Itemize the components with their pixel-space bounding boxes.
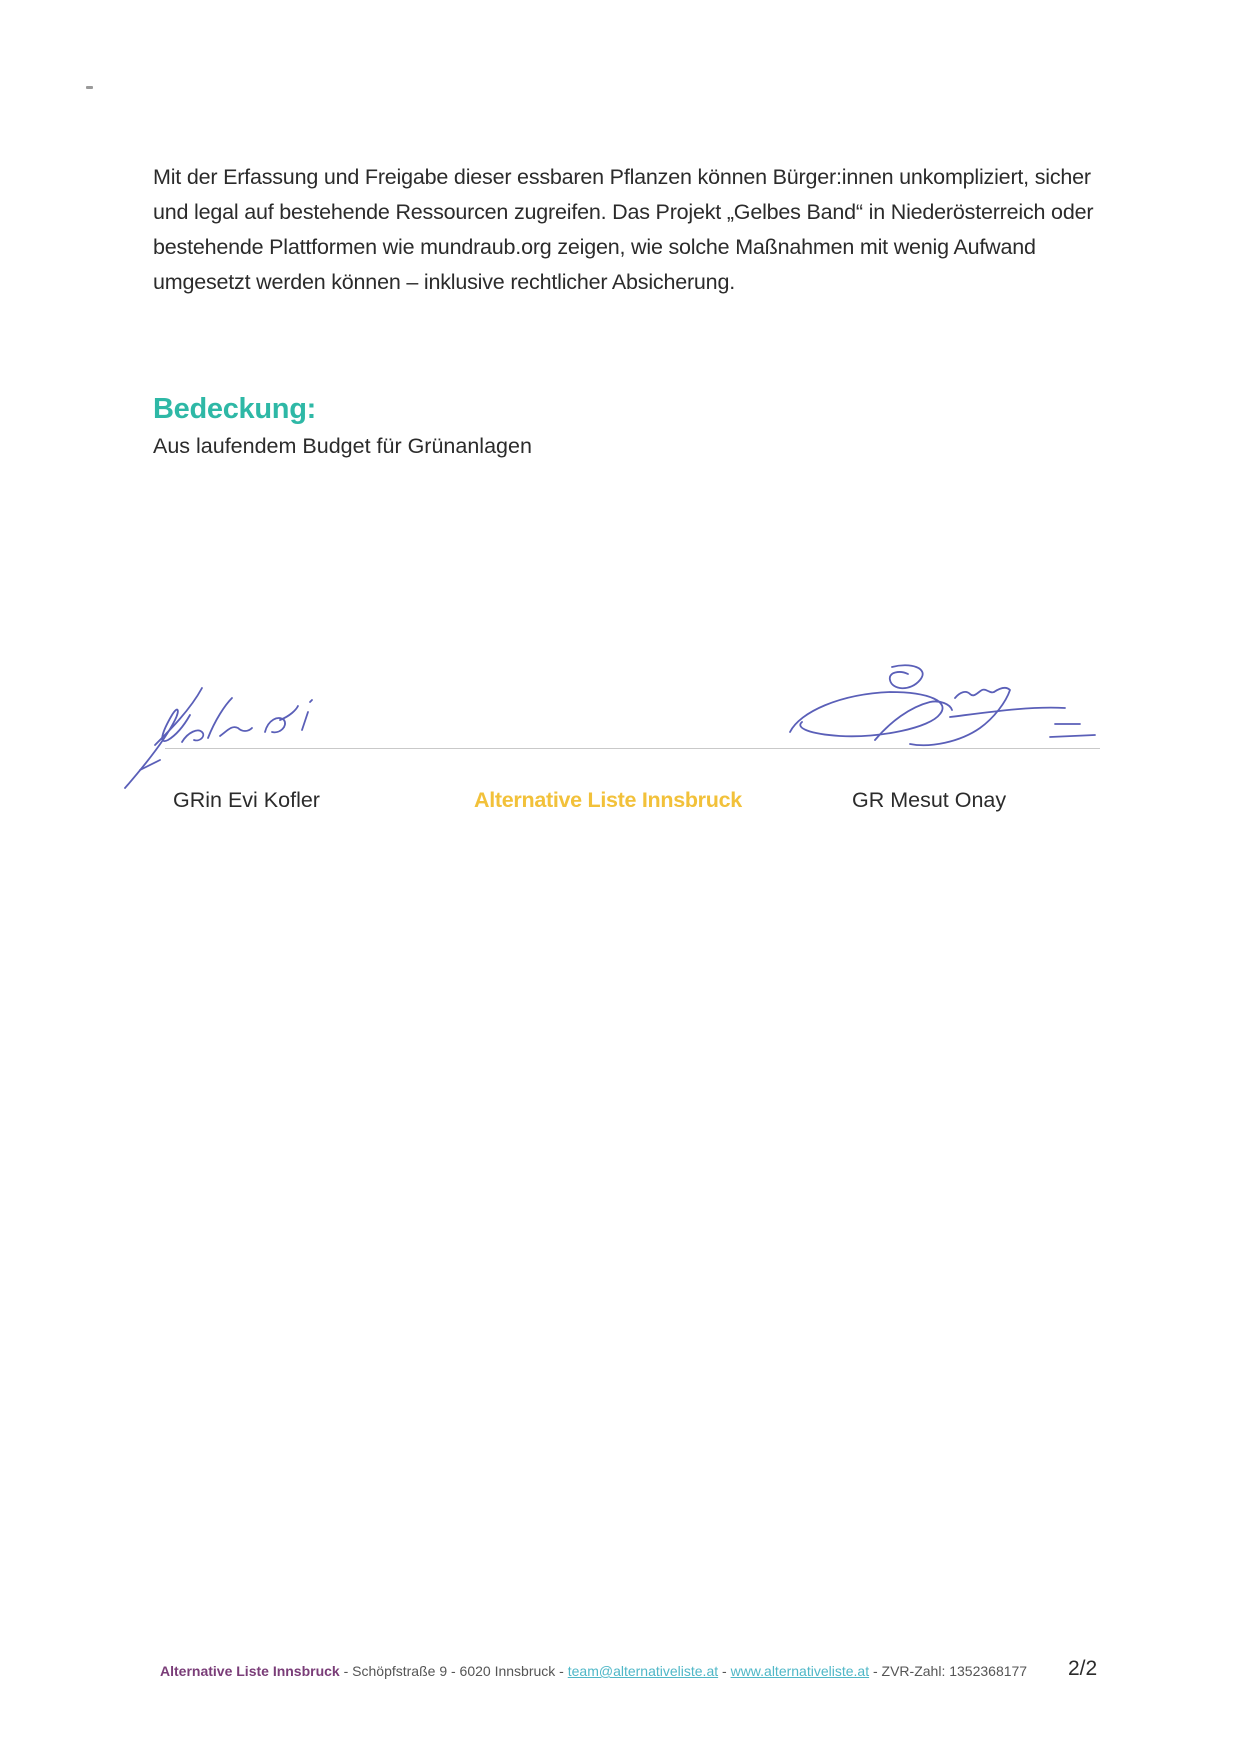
footer-address: Schöpfstraße 9 - 6020 Innsbruck <box>352 1663 556 1679</box>
footer-email-link[interactable]: team@alternativeliste.at <box>567 1663 719 1679</box>
signer-left-name: GRin Evi Kofler <box>173 788 320 812</box>
scan-artifact <box>86 86 93 89</box>
coverage-heading: Bedeckung: <box>153 393 316 425</box>
footer-separator: - <box>339 1663 353 1679</box>
signature-onay <box>780 662 1110 777</box>
body-paragraph: Mit der Erfassung und Freigabe dieser essbaren Pflanzen können Bürger:innen unkompliziert, sicher und legal auf bestehende Ressourcen zugreifen. Das Projekt „Gelbes Band“ in Niederösterreich oder bestehende Plattformen wie mundraub.org zeigen, wie solche Maßnahmen mit wenig Aufwand umgesetzt werden können – inklusive rechtlicher Absicherung. <box>153 165 1094 294</box>
footer-zvr: ZVR-Zahl: 1352368177 <box>881 1663 1028 1679</box>
footer-website-link[interactable]: www.alternativeliste.at <box>730 1663 870 1679</box>
signer-org-name: Alternative Liste Innsbruck <box>474 788 742 812</box>
signer-right-name: GR Mesut Onay <box>852 788 1007 812</box>
page-footer <box>160 1663 1027 1679</box>
footer-separator: - <box>718 1663 731 1679</box>
coverage-text: Aus laufendem Budget für Grünanlagen <box>153 434 532 458</box>
signature-kofler <box>120 670 370 795</box>
footer-separator: - <box>555 1663 568 1679</box>
page-number: 2/2 <box>1068 1657 1098 1680</box>
footer-separator: - <box>869 1663 882 1679</box>
footer-org: Alternative Liste Innsbruck <box>160 1663 340 1679</box>
